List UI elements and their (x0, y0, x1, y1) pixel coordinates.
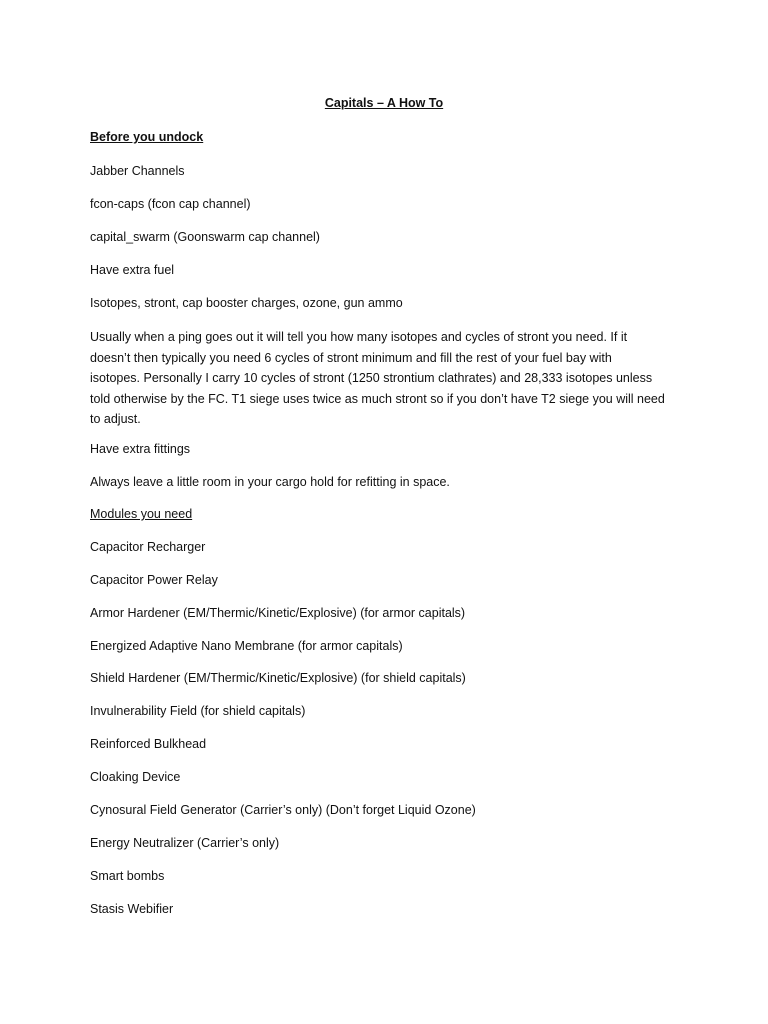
module-item: Energy Neutralizer (Carrier’s only) (90, 836, 280, 850)
document-title: Capitals – A How To (324, 96, 444, 110)
module-item: Reinforced Bulkhead (90, 737, 207, 751)
paragraph-line: doesn’t then typically you need 6 cycles of stront minimum and fill the rest of your fuel bay with (90, 350, 612, 365)
fuel-heading: Have extra fuel (90, 263, 175, 277)
module-item: Stasis Webifier (90, 902, 174, 916)
module-item: Armor Hardener (EM/Thermic/Kinetic/Explosive) (for armor capitals) (90, 606, 466, 620)
fittings-text: Always leave a little room in your cargo hold for refitting in space. (90, 475, 450, 489)
section-heading-before-undock: Before you undock (90, 130, 204, 144)
jabber-heading: Jabber Channels (90, 164, 185, 178)
module-item: Invulnerability Field (for shield capitals) (90, 704, 306, 718)
paragraph-line: told otherwise by the FC. T1 siege uses twice as much stront so if you don’t have T2 siege you will need (90, 391, 665, 406)
paragraph-line: Usually when a ping goes out it will tell you how many isotopes and cycles of stront you need. If it (90, 330, 628, 344)
module-item: Smart bombs (90, 869, 165, 883)
paragraph-line: to adjust. (90, 412, 141, 426)
module-item: Cloaking Device (90, 770, 181, 784)
channel-item: fcon-caps (fcon cap channel) (90, 197, 251, 211)
fuel-paragraph (90, 327, 710, 430)
module-item: Energized Adaptive Nano Membrane (for armor capitals) (90, 639, 403, 653)
fittings-heading: Have extra fittings (90, 442, 191, 456)
module-item: Shield Hardener (EM/Thermic/Kinetic/Explosive) (for shield capitals) (90, 671, 466, 685)
channel-item: capital_swarm (Goonswarm cap channel) (90, 230, 320, 244)
modules-heading: Modules you need (90, 507, 193, 521)
paragraph-line: isotopes. Personally I carry 10 cycles of stront (1250 strontium clathrates) and 28,333 isotopes unless (90, 371, 653, 385)
module-item: Capacitor Recharger (90, 540, 206, 554)
fuel-list: Isotopes, stront, cap booster charges, ozone, gun ammo (90, 296, 403, 310)
module-item: Capacitor Power Relay (90, 573, 218, 587)
module-item: Cynosural Field Generator (Carrier’s only) (Don’t forget Liquid Ozone) (90, 803, 476, 817)
